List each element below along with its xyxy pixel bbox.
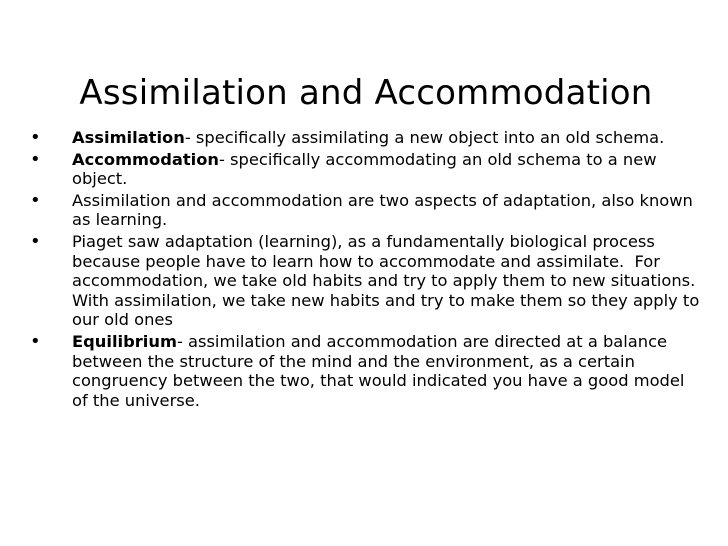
bullet-assimilation	[30, 128, 702, 148]
term-label: Accommodation	[72, 149, 219, 169]
bullet-equilibrium	[30, 332, 702, 410]
bullet-dot-icon: •	[30, 148, 41, 170]
bullet-dot-icon: •	[30, 330, 41, 352]
bullet-dot-icon: •	[30, 127, 41, 148]
bullet-text: - assimilation and accommodation are directed at a balance between the structure of the mind and the environment, as a certain congruency between the two, that would indicated you have a good model of the universe.	[72, 331, 685, 410]
bullet-dot-icon: •	[30, 189, 41, 211]
term-label: Equilibrium	[72, 331, 177, 351]
bullet-list	[30, 127, 706, 412]
bullet-adaptation	[30, 191, 702, 230]
term-label: Assimilation	[72, 128, 185, 147]
bullet-text: - specifically accommodating an old schema to a new object.	[72, 149, 657, 189]
bullet-accommodation	[30, 150, 702, 189]
bullet-text: Assimilation and accommodation are two aspects of adaptation, also known as learning.	[72, 190, 693, 230]
bullet-piaget	[30, 230, 706, 330]
bullet-dot-icon: •	[30, 230, 41, 252]
bullet-text: - specifically assimilating a new object into an old schema.	[184, 128, 665, 147]
slide-title: Assimilation and Accommodation	[79, 72, 653, 113]
bullet-text: Piaget saw adaptation (learning), as a fundamentally biological process because people have to learn how to accommodate and assimilate. For accommodation, we take old habits and try to apply them to new situations. With assimilation, we take new habits and try to make them so they apply to our old ones	[72, 231, 706, 330]
